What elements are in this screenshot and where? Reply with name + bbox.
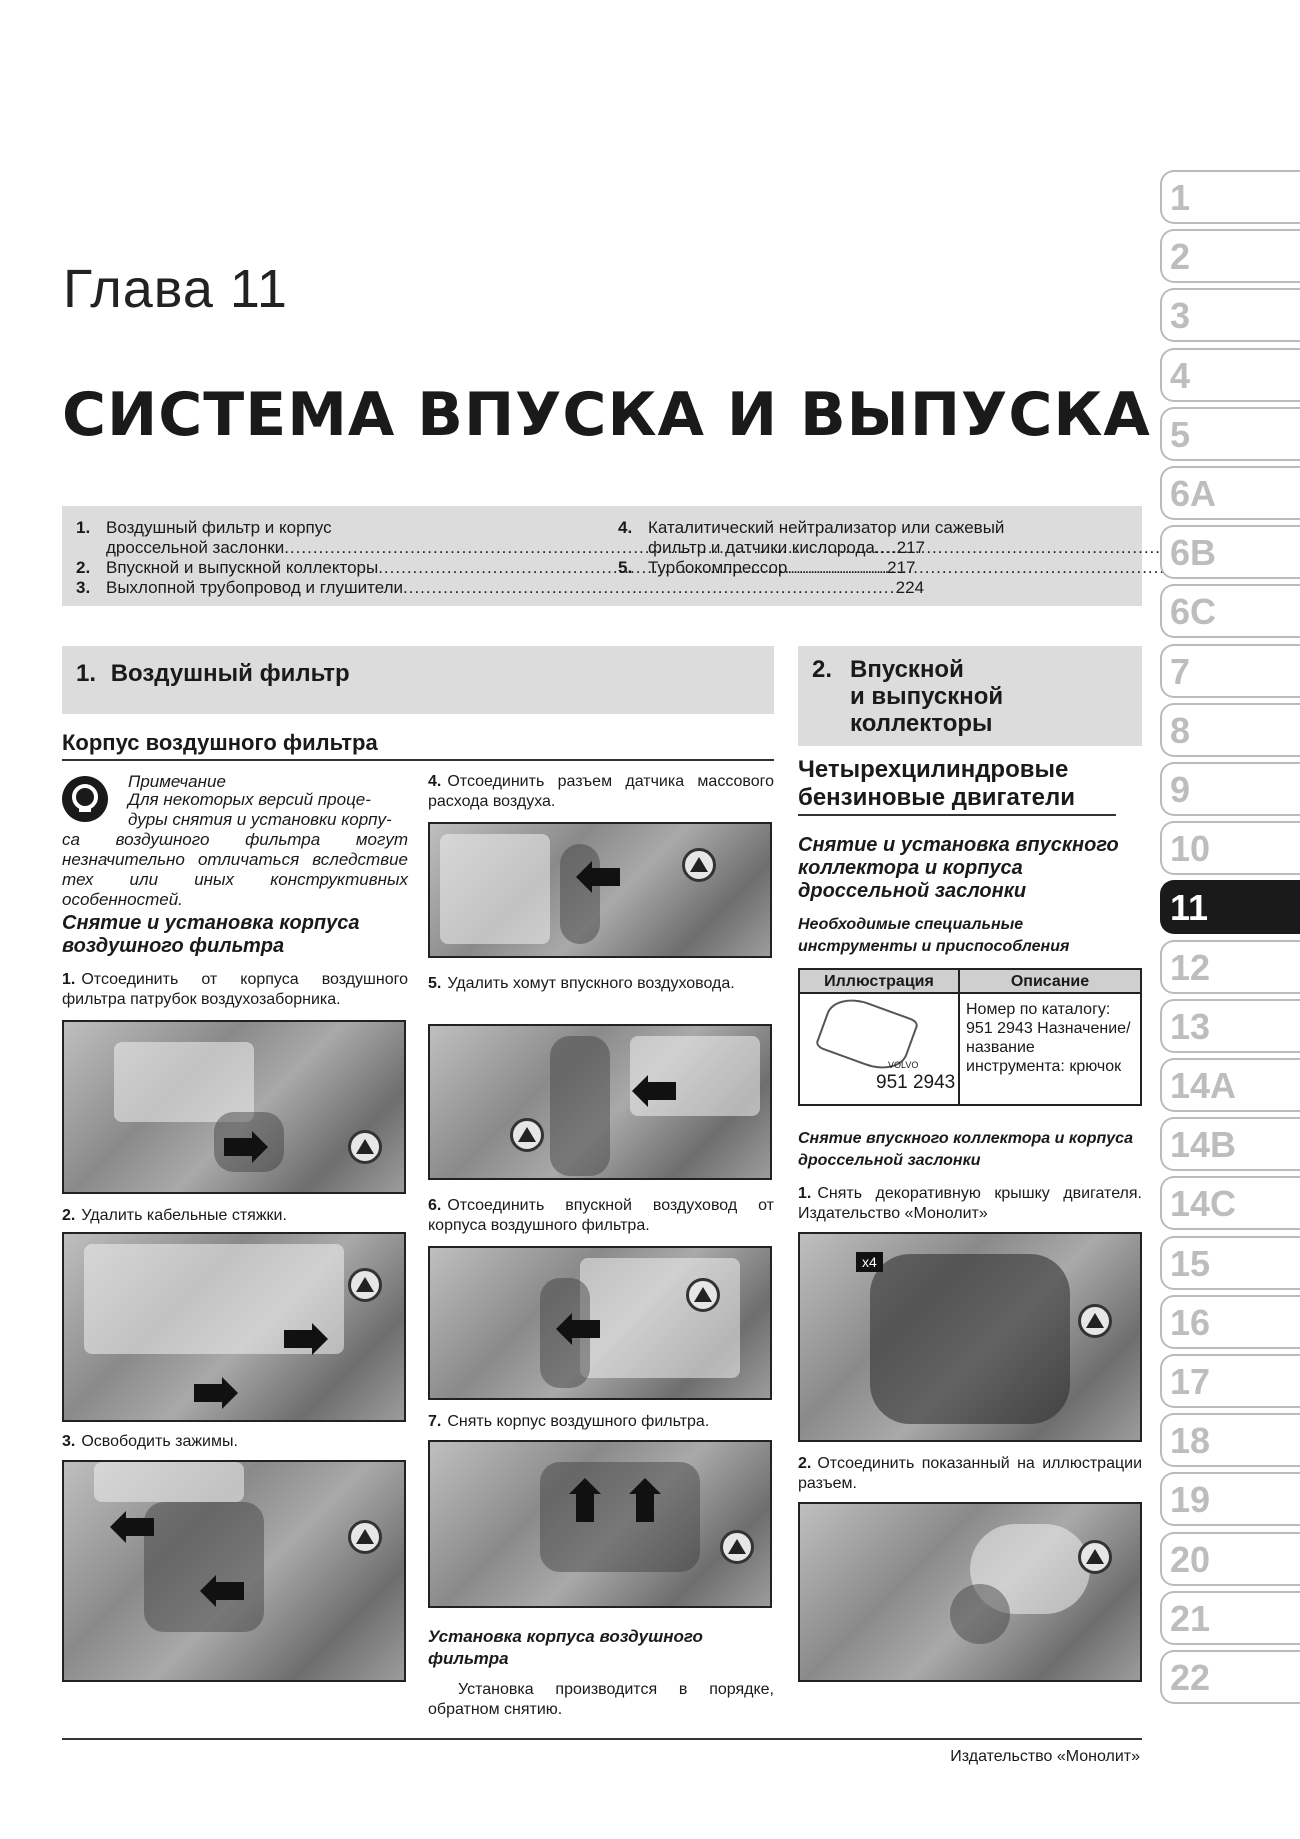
brand-badge-icon [510, 1118, 544, 1152]
main-title: СИСТЕМА ВПУСКА И ВЫПУСКА [62, 380, 1151, 450]
chapter-tab-12[interactable]: 12 [1160, 940, 1300, 994]
step-5: 5. Удалить хомут впускного воздуховода. [428, 975, 735, 992]
tools-table: Иллюстрация Описание VOLVO 951 2943 Номер по каталогу: 951 2943 Назначение/название инструмента: крючок [798, 968, 1142, 1106]
chapter-tab-19[interactable]: 19 [1160, 1472, 1300, 1526]
photo-step-1 [62, 1020, 406, 1194]
chapter-label: Глава 11 [63, 259, 288, 319]
section-1-heading: 1. Воздушный фильтр [62, 646, 774, 714]
chapter-tab-14c[interactable]: 14C [1160, 1176, 1300, 1230]
chapter-tab-6a[interactable]: 6A [1160, 466, 1300, 520]
four-cylinder-subheading: Четырехцилиндровые бензиновые двигатели [798, 756, 1116, 816]
note-text: Для некоторых версий проце- дуры снятия и установки корпу- са воздушного фильтра могут незначительно отличаться вследствие тех или иных конструктивных особенностей. [62, 790, 408, 909]
brand-badge-icon [348, 1130, 382, 1164]
brand-badge-icon [686, 1278, 720, 1312]
section-2-heading: 2. Впускной и выпускной коллекторы [798, 646, 1142, 746]
chapter-tab-8[interactable]: 8 [1160, 703, 1300, 757]
toc-item[interactable]: 2. Впускной и выпускной коллекторы ..... 217 [76, 558, 596, 578]
intake-removal-subheading: Снятие впускного коллектора и корпуса дроссельной заслонки [798, 1130, 1133, 1169]
toc-item[interactable]: 5. Турбокомпрессор ..... [618, 558, 1130, 578]
photo-step-6 [428, 1246, 772, 1400]
photo-step-5 [428, 1024, 772, 1180]
photo-connector [798, 1502, 1142, 1682]
chapter-tab-22[interactable]: 22 [1160, 1650, 1300, 1704]
photo-engine-cover [798, 1232, 1142, 1442]
chapter-tab-1[interactable]: 1 [1160, 170, 1300, 224]
step-4: 4. Отсоединить разъем датчика массового расхода воздуха. [428, 773, 774, 810]
removal-heading: Снятие и установка корпуса воздушного фильтра [62, 912, 360, 957]
hook-tool-illustration: VOLVO 951 2943 [800, 994, 960, 1104]
chapter-tab-9[interactable]: 9 [1160, 762, 1300, 816]
photo-step-4 [428, 822, 772, 958]
photo-step-7 [428, 1440, 772, 1608]
chapter-tab-4[interactable]: 4 [1160, 348, 1300, 402]
table-of-contents [62, 506, 1142, 606]
note-title: Примечание [128, 772, 226, 791]
chapter-tab-21[interactable]: 21 [1160, 1591, 1300, 1645]
chapter-tab-13[interactable]: 13 [1160, 999, 1300, 1053]
air-filter-housing-subheading: Корпус воздушного фильтра [62, 730, 774, 761]
brand-badge-icon [348, 1520, 382, 1554]
footer-publisher: Издательство «Монолит» [950, 1748, 1140, 1765]
photo-step-2 [62, 1232, 406, 1422]
section-2-step-1: 1. Снять декоративную крышку двигателя. Издательство «Монолит» [798, 1185, 1142, 1222]
brand-badge-icon [720, 1530, 754, 1564]
photo-step-3 [62, 1460, 406, 1682]
chapter-tab-14a[interactable]: 14A [1160, 1058, 1300, 1112]
install-heading: Установка корпуса воздушного фильтра [428, 1627, 703, 1668]
x4-label: x4 [856, 1252, 883, 1272]
chapter-tab-17[interactable]: 17 [1160, 1354, 1300, 1408]
chapter-tab-18[interactable]: 18 [1160, 1413, 1300, 1467]
step-6: 6. Отсоединить впускной воздуховод от корпуса воздушного фильтра. [428, 1197, 774, 1234]
step-7: 7. Снять корпус воздушного фильтра. [428, 1413, 710, 1430]
tools-heading: Необходимые специальные инструменты и приспособления [798, 916, 1070, 955]
section-2-step-2: 2. Отсоединить показанный на иллюстрации разъем. [798, 1455, 1142, 1492]
step-2: 2. Удалить кабельные стяжки. [62, 1207, 287, 1224]
chapter-tab-7[interactable]: 7 [1160, 644, 1300, 698]
chapter-tab-10[interactable]: 10 [1160, 821, 1300, 875]
footer-divider [62, 1738, 1142, 1740]
brand-badge-icon [1078, 1540, 1112, 1574]
chapter-tab-2[interactable]: 2 [1160, 229, 1300, 283]
chapter-tab-20[interactable]: 20 [1160, 1532, 1300, 1586]
chapter-tab-6c[interactable]: 6C [1160, 584, 1300, 638]
chapter-tab-5[interactable]: 5 [1160, 407, 1300, 461]
chapter-tab-11[interactable]: 11 [1160, 880, 1300, 934]
chapter-tab-3[interactable]: 3 [1160, 288, 1300, 342]
chapter-tab-16[interactable]: 16 [1160, 1295, 1300, 1349]
toc-item[interactable]: 1. Воздушный фильтр и корпус дроссельной заслонки ..... 217 [76, 518, 596, 558]
step-1: 1. Отсоединить от корпуса воздушного фильтра патрубок воздухозаборника. [62, 971, 408, 1008]
toc-item[interactable]: 4. Каталитический нейтрализатор или сажевый фильтр и датчики кислорода ..... [618, 518, 1130, 558]
brand-badge-icon [682, 848, 716, 882]
install-text: Установка производится в порядке, обратном снятию. [428, 1681, 774, 1718]
brand-badge-icon [1078, 1304, 1112, 1338]
intake-manifold-heading: Снятие и установка впускного коллектора и корпуса дроссельной заслонки [798, 834, 1119, 902]
chapter-tab-6b[interactable]: 6B [1160, 525, 1300, 579]
chapter-tab-14b[interactable]: 14B [1160, 1117, 1300, 1171]
toc-right-column [618, 518, 1130, 578]
brand-badge-icon [348, 1268, 382, 1302]
step-3: 3. Освободить зажимы. [62, 1433, 238, 1450]
toc-item[interactable]: 3. Выхлопной трубопровод и глушители ..... 224 [76, 578, 596, 598]
chapter-tab-15[interactable]: 15 [1160, 1236, 1300, 1290]
